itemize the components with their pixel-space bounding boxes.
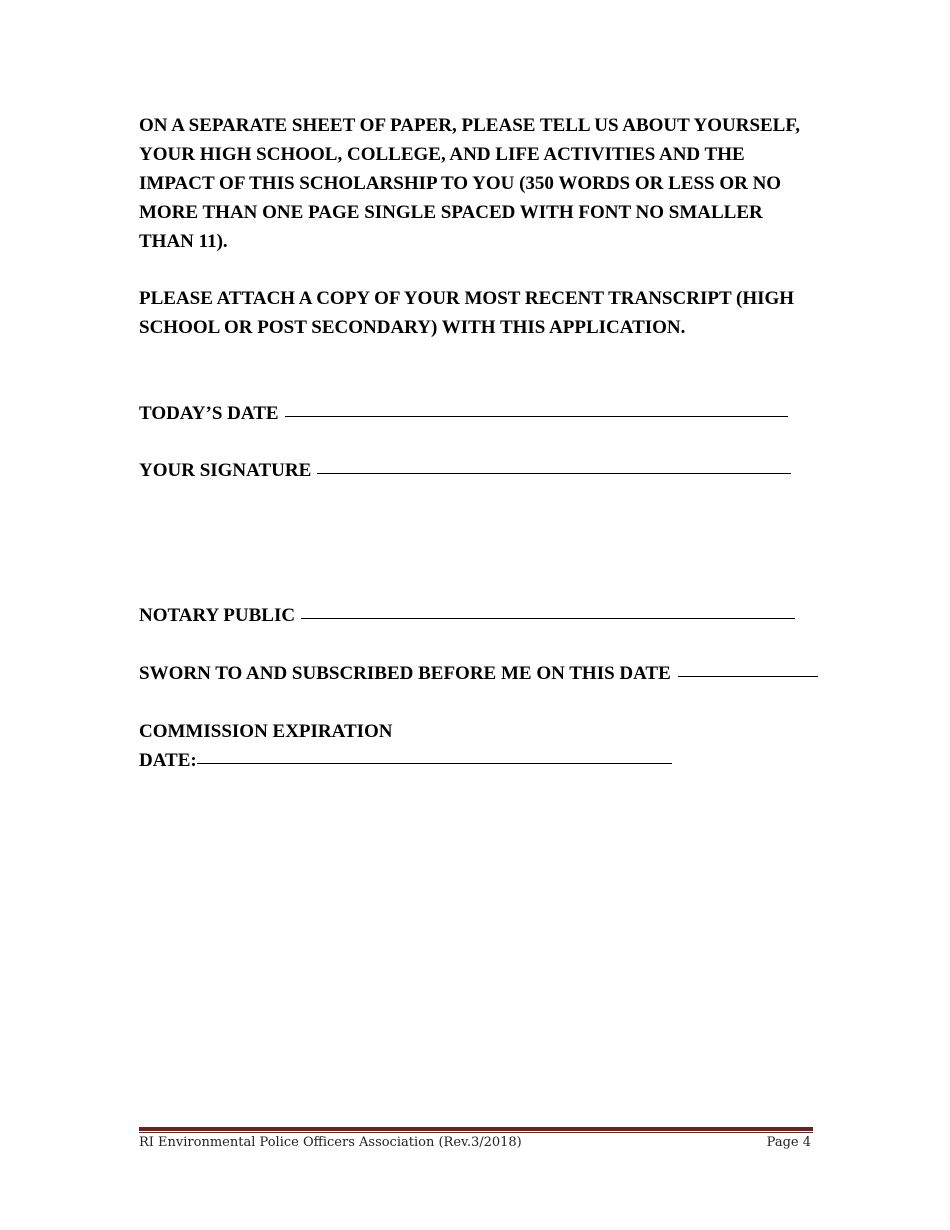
commission-date-label: DATE: (139, 750, 197, 771)
footer-divider-thin (139, 1132, 813, 1133)
commission-date-blank[interactable] (197, 762, 672, 764)
signature-label: YOUR SIGNATURE (139, 460, 312, 481)
footer-organization: RI Environmental Police Officers Association (Rev.3/2018) (139, 1135, 522, 1150)
signature-blank[interactable] (317, 472, 791, 474)
todays-date-blank[interactable] (285, 415, 788, 417)
notary-public-blank[interactable] (301, 617, 795, 619)
notary-public-field (139, 601, 795, 630)
commission-expiration-heading (139, 717, 393, 746)
footer-divider-thick (139, 1127, 813, 1131)
footer-page-number: Page 4 (766, 1135, 811, 1150)
notary-public-label: NOTARY PUBLIC (139, 605, 296, 626)
todays-date-label: TODAY’S DATE (139, 403, 279, 424)
sworn-date-label: SWORN TO AND SUBSCRIBED BEFORE ME ON THIS DATE (139, 663, 671, 684)
sworn-date-blank[interactable] (678, 675, 818, 677)
transcript-instructions: PLEASE ATTACH A COPY OF YOUR MOST RECENT TRANSCRIPT (HIGH SCHOOL OR POST SECONDARY) WITH THIS APPLICATION. (139, 288, 795, 338)
commission-expiration-date-field (139, 746, 672, 775)
sworn-date-field (139, 659, 818, 688)
commission-expiration-label: COMMISSION EXPIRATION (139, 721, 393, 742)
todays-date-field (139, 399, 788, 428)
essay-instructions: ON A SEPARATE SHEET OF PAPER, PLEASE TELL US ABOUT YOURSELF, YOUR HIGH SCHOOL, COLLEGE, AND LIFE ACTIVITIES AND THE IMPACT OF THIS SCHOLARSHIP TO YOU (350 WORDS OR LESS OR NO MORE THAN ONE PAGE SINGLE SPACED WITH FONT NO SMALLER THAN 11). (139, 115, 800, 252)
signature-field (139, 456, 791, 485)
